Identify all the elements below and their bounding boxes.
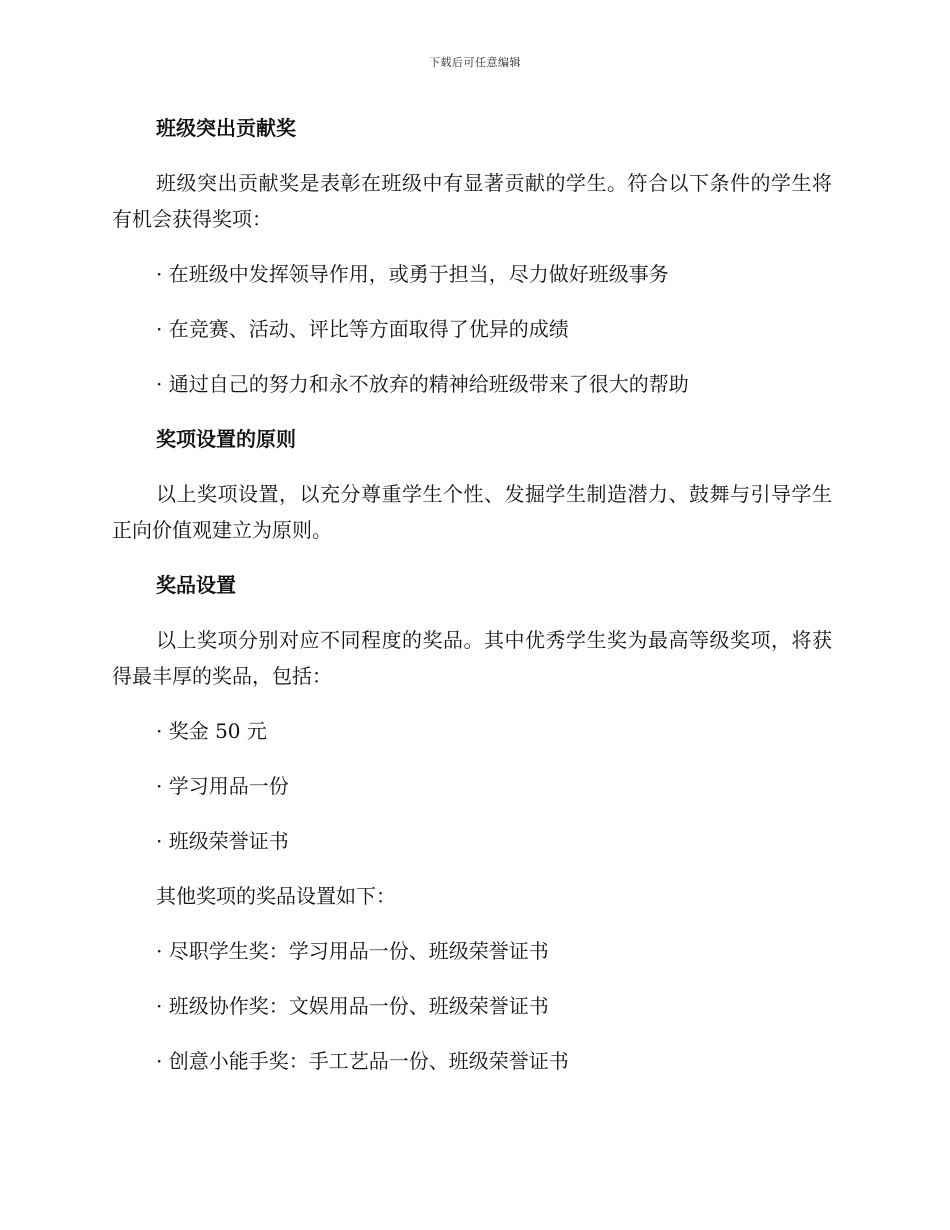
contribution-item: · 通过自己的努力和永不放弃的精神给班级带来了很大的帮助 xyxy=(156,372,689,396)
contribution-item: · 在竞赛、活动、评比等方面取得了优异的成绩 xyxy=(156,317,569,341)
top-prize-item: · 奖金 50 元 xyxy=(156,719,267,743)
contribution-intro: 班级突出贡献奖是表彰在班级中有显著贡献的学生。符合以下条件的学生将有机会获得奖项： xyxy=(112,171,832,231)
section-title-prizes: 奖品设置 xyxy=(156,573,236,597)
section-title-contribution: 班级突出贡献奖 xyxy=(156,116,296,140)
top-prize-item: · 班级荣誉证书 xyxy=(156,829,289,853)
other-prizes-intro: 其他奖项的奖品设置如下： xyxy=(156,884,396,908)
section-title-principle: 奖项设置的原则 xyxy=(156,427,296,451)
other-prize-item: · 尽职学生奖：学习用品一份、班级荣誉证书 xyxy=(156,939,549,963)
contribution-item: · 在班级中发挥领导作用，或勇于担当，尽力做好班级事务 xyxy=(156,262,669,286)
prizes-intro: 以上奖项分别对应不同程度的奖品。其中优秀学生奖为最高等级奖项，将获得最丰厚的奖品，包括： xyxy=(112,628,832,688)
other-prize-item: · 创意小能手奖：手工艺品一份、班级荣誉证书 xyxy=(156,1049,569,1073)
header-note: 下载后可任意编辑 xyxy=(429,56,521,69)
principle-text: 以上奖项设置，以充分尊重学生个性、发掘学生制造潜力、鼓舞与引导学生正向价值观建立为原则。 xyxy=(112,482,832,542)
top-prize-item: · 学习用品一份 xyxy=(156,774,289,798)
document-body xyxy=(112,110,832,1098)
other-prize-item: · 班级协作奖：文娱用品一份、班级荣誉证书 xyxy=(156,994,549,1018)
